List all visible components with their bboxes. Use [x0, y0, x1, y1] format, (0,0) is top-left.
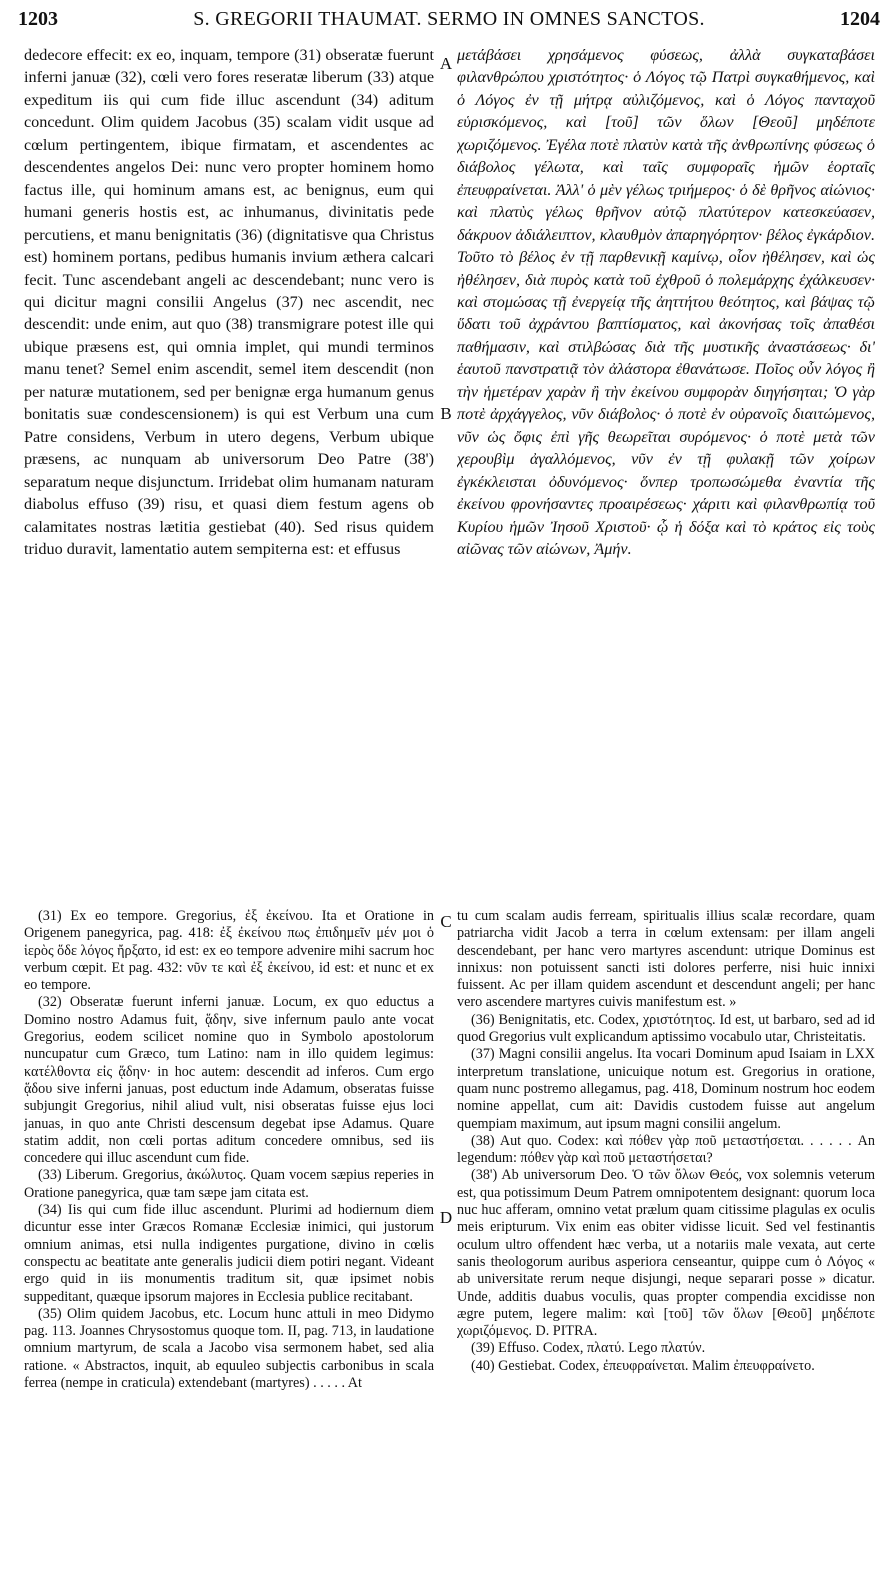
footnote-33: (33) Liberum. Gregorius, ἀκώλυτος. Quam vocem sæpius reperies in Oratione panegyrica, quæ tam sæpe jam citata est.	[24, 1167, 434, 1201]
latin-main-text: dedecore effecit: ex eo, inquam, tempore (31) obseratæ fuerunt inferni januæ (32), cœli vero fores reseratæ liberum (33) atque expeditum iis qui cum fide illuc ascendunt (34) aditum concedunt. Olim quidem Jacobus (35) scalam vidit usque ad cœlum pertingentem, ibique firmatam, et ascendentes ac descendentes angelos Dei: nunc vero propter hominem homo factus ille, qui hominum amans est, ac benignus, eum qui humani generis hostis est, ac inhumanus, divinitatis pede percutiens, et manu benignitatis (36) (dignitatisve qua Christus est) hominem portans, pedibus humanis invium æthera calcari fecit. Tunc ascendebant angeli ac descendebant; nunc vero is qui dicitur magni consilii Angelus (37) nec ascendit, nec descendit: unde enim, aut quo (38) transmigrare potest ille qui ubique præsens est, qui omnia implet, qui mundi terminos manu tenet? Semel enim ascendit, semel item descendit (non per naturæ mutationem, sed per benignæ erga humanum genus bonitatis suæ condescensionem) is qui est Verbum una cum Patre considens, Verbum in utero degens, Verbum ubique præsens, ac nunquam ab universorum Deo Patre (38') separatum neque disjunctum. Irridebat olim humanam naturam diabolus effuso (39) risu, et quasi diem festum agens ob calamitates nostras lætitia gestiebat (40). Sed risus quidem triduo duravit, lamentatio autem sempiterna est: et effusus	[24, 46, 434, 558]
footnote-35-continued: tu cum scalam audis ferream, spiritualis illius scalæ recordare, quam patriarcha vidit Jacob a terra in cœlum extensam: per illam angeli descendebant, per hanc vero martyres ascendunt: utrique Dominus est innixus: non potuissent sancti isti dolores perferre, nisi huic innixi fuissent. Ac per illam quidem ascendunt et descendunt angeli; per hanc vero ascendere martyres cuivis manifestum est. »	[457, 908, 875, 1011]
section-marker-c: C	[440, 912, 452, 931]
footnote-38-prime: (38') Ab universorum Deo. Ὁ τῶν ὅλων Θεός, vox solemnis veterum est, qua potissimum Deum Patrem omnipotentem designant: quorum loca nuc huc afferam, omnino vetat prælum quam citissime plagulas ex oculis meis eripturum. Vix enim eas obiter vidisse licuit. Sed vel festinantis oculum ultro offendent hæc verba, ut a notariis male vexata, aut certe sanis theologorum auribus asperiora censeantur, quippe cum ὁ Λόγος « ab universitate rerum neque disjungi, neque separari posse » dicatur. Unde, additis duabus voculis, quas propter compendia excidisse non ægre putem, legere malim: καὶ [τοῦ] τῶν ὅλων [Θεοῦ] μηδέποτε χωριζόμενος. D. PITRA.	[457, 1167, 875, 1340]
footnote-36: (36) Benignitatis, etc. Codex, χριστότητος. Id est, ut barbaro, sed ad id quod Gregorius vult explicandum aptissimo vocabulo utar, Christeitatis.	[457, 1011, 875, 1046]
footnote-31: (31) Ex eo tempore. Gregorius, ἐξ ἐκείνου. Ita et Oratione in Origenem panegyrica, pag. 418: ἐξ ἐκείνου πως ἐπιδημεῖν μέν μοι ὁ ἱερὸς ὅδε λόγος ἤρξατο, id est: ex eo tempore advenire mihi sacrum hoc verbum cœpit. Et pag. 432: νῦν τε καὶ ἐξ ἐκείνου, id est: et nunc et ex eo tempore.	[24, 908, 434, 994]
footnotes-left-column	[24, 908, 434, 1392]
greek-main-text: μετάβάσει χρησάμενος φύσεως, ἀλλὰ συγκαταβάσει φιλανθρώπου χριστότητος· ὁ Λόγος τῷ Πατρὶ συγκαθήμενος, καὶ ὁ Λόγος ἐν τῇ μήτρᾳ αὐλιζόμενος, καὶ ὁ Λόγος πανταχοῦ εὑρισκόμενος, καὶ [τοῦ] τῶν ὅλων [Θεοῦ] μηδέποτε χωριζόμενος. Ἐγέλα ποτὲ πλατὺν κατὰ τῆς ἀνθρωπίνης φύσεως ὁ διάβολος γέλωτα, καὶ ταῖς συμφοραῖς ἡμῶν ἑορταῖς ἐπευφραίνεται. Ἀλλ' ὁ μὲν γέλως τριήμερος· ὁ δὲ θρῆνος αἰώνιος· καὶ πλατὺς γέλως θρῆνον αὐτῷ πλατύτερον κατεσκεύασεν, δάκρυον ἀδιάλειπτον, κλαυθμὸν ἀπαρηγόρητον· βέλος ἐγκάρδιον. Τοῦτο τὸ βέλος ἐν τῇ παρθενικῇ καμίνῳ, οἷον ἠθέλησεν, καὶ ὡς ἠθέλησεν, διὰ πυρὸς κατὰ τοῦ ἐχθροῦ ὁ πολεμάρχης ἐχάλκευσεν· καὶ στομώσας τῇ ἐνεργείᾳ τῆς ἀηττήτου θεότητος, καὶ βάψας τῷ ὕδατι τοῦ ἀχράντου βαπτίσματος, καὶ ἀκονήσας τοῖς ἀπαθέσι παθήμασιν, καὶ στιλβώσας διὰ τῆς μυστικῆς ἀναστάσεως· δι' ἑαυτοῦ πανστρατιᾷ τὸν ἀλάστορα ἐθανάτωσε. Ποῖος οὖν λόγος ἢ τὴν ἡμετέραν χαρὰν ἢ τὴν ἐκείνου συμφορὰν διηγήσηται; Ὁ γὰρ ποτὲ ἀρχάγγελος, νῦν διάβολος· ὁ ποτὲ ἐν οὐρανοῖς διαιτώμενος, νῦν ὡς ὄφις ἐπὶ γῆς θεωρεῖται συρόμενος· ὁ ποτὲ μετὰ τῶν χερουβὶμ ἀγαλλόμενος, νῦν ἐν τῇ φυλακῇ τῶν χοίρων ἐγκέκλεισται ὀδυνόμενος· ὅνπερ τροπωσώμεθα ἐναντία τῆς ἐκείνου φρονήσαντες προαιρέσεως· χάριτι καὶ φιλανθρωπίᾳ τοῦ Κυρίου ἡμῶν Ἰησοῦ Χριστοῦ· ᾧ ἡ δόξα καὶ τὸ κράτος εἰς τοὺς αἰῶνας τῶν αἰώνων, Ἀμήν.	[457, 46, 875, 558]
section-marker-d: D	[439, 1208, 453, 1227]
footnote-39: (39) Effuso. Codex, πλατύ. Lego πλατύν.	[471, 1340, 706, 1357]
footnote-34: (34) Iis qui cum fide illuc ascendunt. Plurimi ad hodiernum diem dicuntur esse inter Græcos Romanæ Ecclesiæ inimici, qui justorum omnium animas, etsi nulla indigentes purgatione, divino in cœlis conspectu ac beatitate ante generalis judicii diem potiri negant. Videant ergo quid in iis monumentis traditum sit, quæ ipsimet nobis suppeditant, quæque ipsorum majores in Ecclesia publice recitabant.	[24, 1202, 434, 1305]
section-marker-b: B	[440, 404, 452, 423]
latin-main-column	[24, 44, 434, 560]
page-number-left: 1203	[18, 8, 58, 30]
section-marker-a: A	[439, 54, 453, 73]
footnote-38: (38) Aut quo. Codex: καὶ πόθεν γὰρ ποῦ μεταστήσεται. . . . . . An legendum: πόθεν γὰρ καὶ ποῦ μεταστήσεται?	[457, 1132, 875, 1167]
running-header	[18, 8, 880, 36]
greek-main-column	[457, 44, 875, 560]
footnote-32: (32) Obseratæ fuerunt inferni januæ. Locum, ex quo eductus a Domino nostro Adamus fuit, ᾅδην, sive infernum paulo ante vocat Gregorius, eodem scilicet nomine quo in Symbolo apostolorum nuncupatur cum Græco, tum Latino: nam in illo quidem legimus: κατέλθοντα εἰς ᾅδην· in hoc autem: descendit ad inferos. Cum ergo ᾅδου sive inferni januas, post eductum inde Adamum, obseratas fuisse subjungit Gregorius, nihil aliud vult, nisi obseratas fuisse ejus loci januas, in quo ante Christi descensum degebat ipse Adamus. Quare statim addit, non cœli portas aditum concedere omnibus, sed iis concedere qui illuc ascendunt cum fide.	[24, 994, 434, 1167]
footnotes-right-column	[457, 908, 875, 1375]
footnote-40: (40) Gestiebat. Codex, ἐπευφραίνεται. Malim ἐπευφραίνετο.	[471, 1357, 815, 1374]
footnote-35: (35) Olim quidem Jacobus, etc. Locum hunc attuli in meo Didymo pag. 113. Joannes Chrysostomus quoque tom. II, pag. 713, in laudatione omnium martyrum, de scala a Jacobo visa sermonem habet, sed alia ratione. « Abstractos, inquit, ab equuleo subjectis carbonibus in scala ferrea (nempe in craticula) extendebant (martyres) . . . . . At	[24, 1305, 434, 1392]
running-title: S. GREGORII THAUMAT. SERMO IN OMNES SANCTOS.	[193, 8, 705, 30]
page-number-right: 1204	[840, 8, 880, 30]
footnote-37: (37) Magni consilii angelus. Ita vocari Dominum apud Isaiam in LXX interpretum translatione, unicuique notum est. Gregorius in oratione, quam nunc postremo allegamus, pag. 418, Dominum nostrum hoc eodem nomine appellat, cum ait: Davidis custodem fuisse aut angelum quempiam maximum, aut ipsum magni consilii angelum.	[457, 1046, 875, 1132]
